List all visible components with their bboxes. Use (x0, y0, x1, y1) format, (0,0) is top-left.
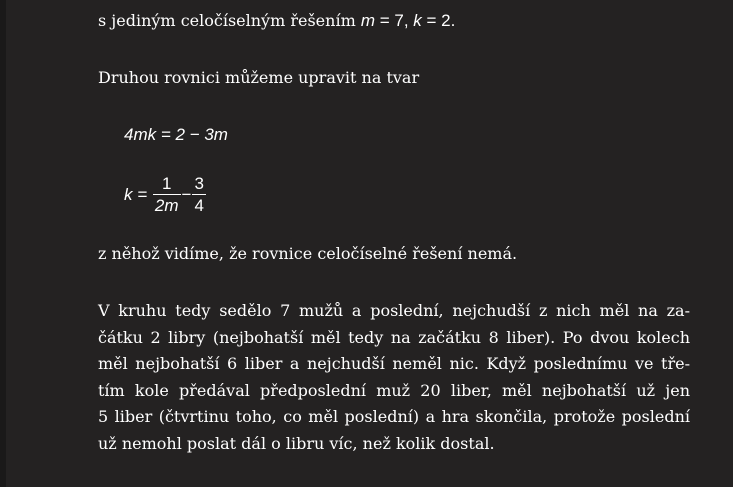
rewrite-sentence: Druhou rovnici můžeme upravit na tvar (98, 68, 420, 87)
math-m: m (360, 11, 375, 30)
fraction-numerator: 3 (194, 174, 204, 193)
conclusion-sentence: z něhož vidíme, že rovnice celočíselné řešení nemá. (98, 244, 518, 263)
final-paragraph (98, 298, 690, 457)
paragraph-line: V kruhu tedy sedělo 7 mužů a poslední, nejchudší z nich měl na za- (98, 301, 690, 320)
page-edge (0, 0, 6, 487)
paragraph-line: tím kole předával předposlední muž 20 liber, měl nejbohatší už jen (98, 380, 690, 400)
fraction-denominator: 2m (154, 196, 179, 215)
math-k: k (413, 11, 422, 30)
paragraph-line: čátku 2 libry (nejbohatší měl tedy na začátku 8 liber). Po dvou kolech (98, 327, 690, 347)
solution-sentence (98, 11, 455, 31)
fraction-3-over-4 (192, 174, 205, 217)
paragraph-line: měl nejbohatší 6 liber a nejchudší neměl nic. Když poslednímu ve tře- (98, 354, 690, 373)
math-eq2: = 2. (421, 11, 456, 30)
equation-lhs: k = (124, 184, 148, 204)
paragraph-line: už nemohl poslat dál o libru víc, než kolik dostal. (98, 433, 495, 453)
fraction-denominator: 4 (194, 196, 204, 215)
solution-prefix: s jediným celočíselným řešením (98, 11, 361, 30)
fraction-1-over-2m (153, 174, 181, 217)
paragraph-line: 5 liber (čtvrtinu toho, co měl poslední) a hra skončila, protože poslední (98, 407, 690, 426)
math-eq1: = 7, (375, 11, 414, 30)
equation-4mk: 4mk = 2 − 3m (124, 125, 228, 144)
fraction-numerator: 1 (153, 174, 181, 195)
minus-sign: − (181, 184, 192, 204)
equation-k-fraction (124, 174, 207, 217)
